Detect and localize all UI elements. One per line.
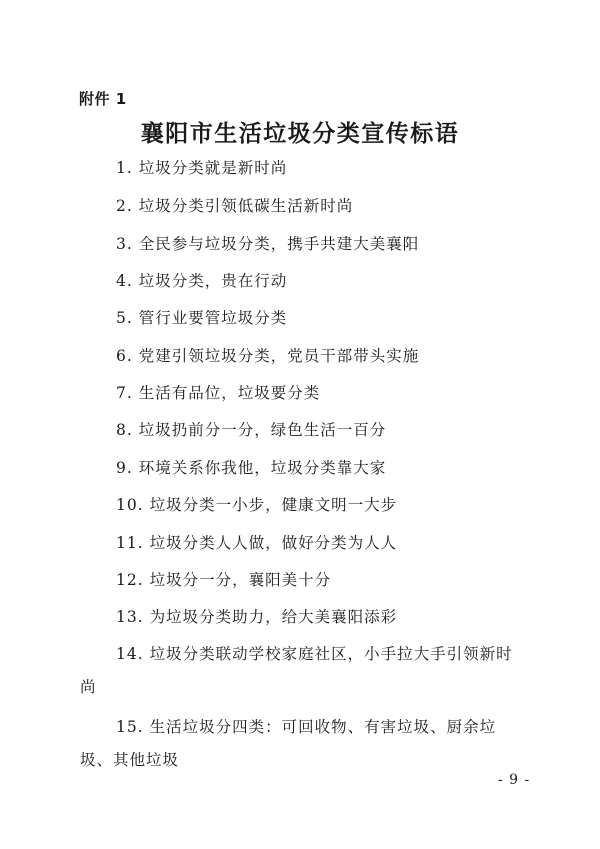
slogan-item: 15. 生活垃圾分四类：可回收物、有害垃圾、厨余垃圾、其他垃圾 [80, 718, 497, 769]
slogan-item: 2. 垃圾分类引领低碳生活新时尚 [116, 197, 354, 215]
slogan-item: 5. 管行业要管垃圾分类 [116, 309, 288, 327]
slogan-item: 9. 环境关系你我他，垃圾分类靠大家 [116, 459, 387, 477]
page-title: 襄阳市生活垃圾分类宣传标语 [140, 121, 460, 147]
slogan-item: 12. 垃圾分一分，襄阳美十分 [116, 571, 332, 589]
attachment-label: 附件 1 [79, 90, 127, 108]
slogan-item: 6. 党建引领垃圾分类，党员干部带头实施 [116, 347, 420, 365]
slogan-item: 10. 垃圾分类一小步，健康文明一大步 [116, 496, 398, 514]
slogan-item: 4. 垃圾分类，贵在行动 [116, 272, 288, 290]
slogan-item: 13. 为垃圾分类助力，给大美襄阳添彩 [116, 608, 398, 626]
slogan-item: 11. 垃圾分类人人做，做好分类为人人 [116, 534, 398, 552]
slogan-item: 7. 生活有品位，垃圾要分类 [116, 384, 321, 402]
slogan-item: 1. 垃圾分类就是新时尚 [116, 159, 288, 177]
page-number: - 9 - [498, 772, 531, 788]
slogan-item: 8. 垃圾扔前分一分，绿色生活一百分 [116, 421, 387, 439]
slogan-item: 3. 全民参与垃圾分类，携手共建大美襄阳 [116, 235, 420, 253]
slogan-item: 14. 垃圾分类联动学校家庭社区，小手拉大手引领新时尚 [80, 645, 513, 696]
